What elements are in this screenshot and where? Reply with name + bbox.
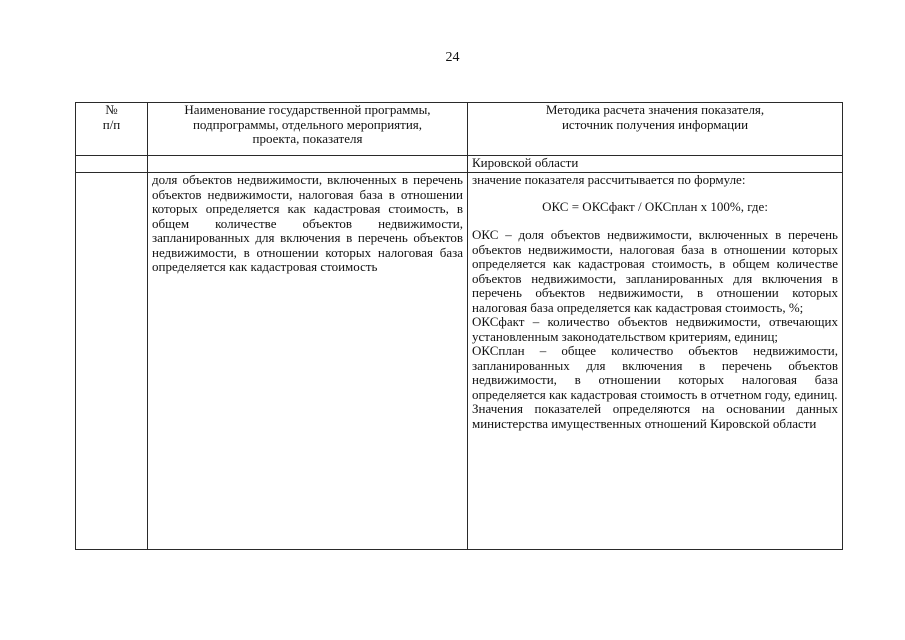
table-row xyxy=(76,173,843,550)
indicator-table xyxy=(75,102,843,550)
cell-number xyxy=(76,173,148,550)
cell-name-continued xyxy=(148,156,468,173)
table-header-row xyxy=(76,103,843,156)
definition-oks-fact: ОКСфакт – количество объектов недвижимости, отвечающих установленным законодательством критериям, единиц; xyxy=(472,314,838,344)
table-row-continued xyxy=(76,156,843,173)
indicator-name-cell: доля объектов недвижимости, включенных в перечень объектов недвижимости, налоговая база в отношении которых определяется как кадастровая стоимость, в общем количестве объектов недвижимости, запланированных для включения в перечень объектов недвижимости, в отношении которых налоговая база определяется как кадастровая стоимость xyxy=(148,173,468,550)
data-source: Значения показателей определяются на основании данных министерства имущественных отношений Кировской области xyxy=(472,401,838,431)
cell-number-continued xyxy=(76,156,148,173)
formula: ОКС = ОКСфакт / ОКСплан х 100%, где: xyxy=(542,198,768,214)
methodology-cell xyxy=(468,173,843,550)
header-number: № п/п xyxy=(76,103,148,156)
page-number: 24 xyxy=(445,50,460,65)
header-program-name: Наименование государственной программы, подпрограммы, отдельного мероприятия, проекта, показателя xyxy=(148,103,468,156)
definition-oks: ОКС – доля объектов недвижимости, включенных в перечень объектов недвижимости, налоговая база в отношении которых определяется как кадастровая стоимость, в общем количестве объектов недвижимости, запланированных для включения в перечень объектов недвижимости, в отношении которых налоговая база определяется как кадастровая стоимость, %; xyxy=(472,227,838,315)
cell-method-continued: Кировской области xyxy=(468,156,843,173)
method-intro: значение показателя рассчитывается по формуле: xyxy=(472,172,746,187)
definition-oks-plan: ОКСплан – общее количество объектов недвижимости, запланированных для включения в перечень объектов недвижимости, в отношении которых налоговая база определяется как кадастровая стоимость в отчетном году, единиц. xyxy=(472,343,838,402)
header-methodology: Методика расчета значения показателя, источник получения информации xyxy=(468,103,843,156)
